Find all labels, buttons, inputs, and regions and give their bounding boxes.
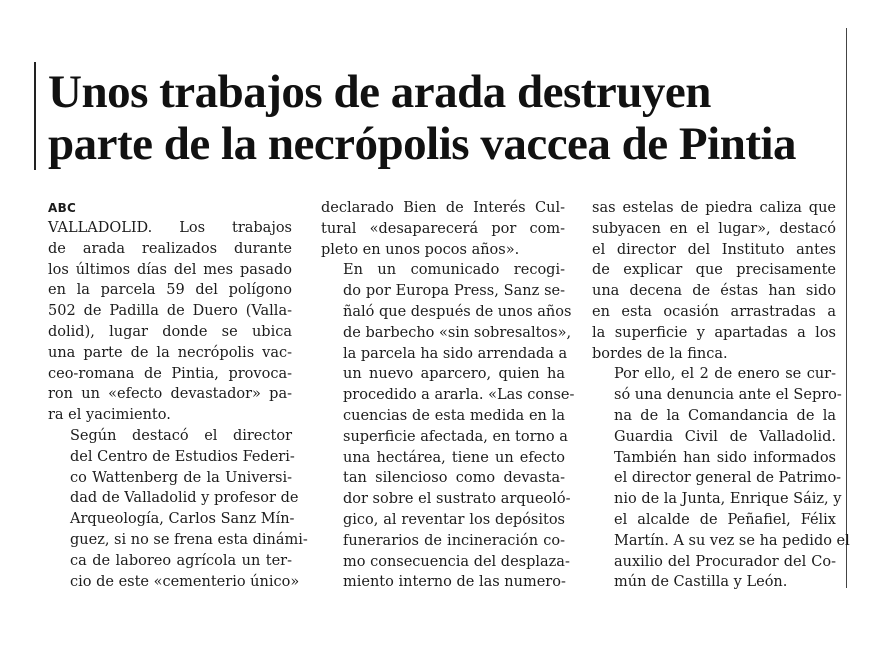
text-line: Arqueología, Carlos Sanz Mín- [70,511,295,528]
text-line: una hectárea, tiene un efecto [343,449,565,466]
text-line: VALLADOLID. Los trabajos [48,220,292,236]
text-line: En un comunicado recogi- [343,262,565,279]
text-line: de arada realizados durante [48,240,292,257]
text-line: dor sobre el sustrato arqueoló- [343,491,571,508]
text-line: ron un «efecto devastador» pa- [48,386,292,403]
article-paragraph [48,426,308,592]
text-line: de explicar que precisamente [592,262,836,279]
article-paragraph [321,198,565,260]
article-column-1 [48,198,308,592]
text-line: superficie afectada, en torno a [343,428,568,445]
text-line: ceo-romana de Pintia, provoca- [48,365,292,382]
text-line: dolid), lugar donde se ubica [48,323,292,340]
text-line: mo consecuencia del desplaza- [343,553,570,570]
text-line: la superficie y apartadas a los [592,324,836,341]
text-line: en esta ocasión arrastradas a [592,303,836,320]
text-line: cuencias de esta medida en la [343,407,565,424]
text-line: cio de este «cementerio único» [70,573,300,590]
text-line: miento interno de las numero- [343,574,566,591]
text-line: guez, si no se frena esta dinámi- [70,531,308,548]
text-line: gico, al reventar los depósitos [343,511,565,528]
text-line: del Centro de Estudios Federi- [70,448,295,465]
text-line: ra el yacimiento. [48,407,171,424]
text-line: funerarios de incineración co- [343,532,565,549]
article-paragraph [321,260,575,593]
text-line: tan silencioso como devasta- [343,470,565,487]
text-line: tural «desaparecerá por com- [321,220,565,237]
text-line: También han sido informados [614,449,836,466]
text-line: subyacen en el lugar», destacó [592,220,836,237]
text-line: Guardia Civil de Valladolid. [614,428,836,445]
text-line: la parcela ha sido arrendada a [343,345,568,362]
text-line: de barbecho «sin sobresaltos», [343,324,572,341]
text-line: bordes de la finca. [592,345,728,362]
article-paragraph [592,364,850,593]
headline-line: parte de la necrópolis vaccea de Pintia [48,118,797,170]
text-line: Según destacó el director [70,427,292,444]
text-line: sas estelas de piedra caliza que [592,200,836,216]
text-line: en la parcela 59 del polígono [48,282,292,299]
source-signature: ABC [48,201,77,215]
text-line: declarado Bien de Interés Cul- [321,200,565,216]
text-line: Martín. A su vez se ha pedido el [614,532,850,549]
headline-frame-rule [34,62,36,170]
text-line: Por ello, el 2 de enero se cur- [614,366,836,383]
text-line: una decena de éstas han sido [592,283,836,300]
headline-line: Unos trabajos de arada destruyen [48,66,711,118]
text-line: 502 de Padilla de Duero (Valla- [48,303,292,320]
text-line: una parte de la necrópolis vac- [48,344,292,361]
text-line: dad de Valladolid y profesor de [70,490,299,507]
text-line: co Wattenberg de la Universi- [70,469,292,486]
article-column-2 [321,198,575,593]
text-line: nio de la Junta, Enrique Sáiz, y [614,491,842,508]
text-line: só una denuncia ante el Sepro- [614,387,842,404]
text-line: pleto en unos pocos años». [321,241,520,258]
text-line: un nuevo aparcero, quien ha [343,366,565,383]
article-paragraph [592,198,836,364]
text-line: el alcalde de Peñafiel, Félix [614,511,836,528]
article-column-3 [592,198,850,593]
text-line: auxilio del Procurador del Co- [614,553,836,570]
text-line: ca de laboreo agrícola un ter- [70,552,292,569]
text-line: mún de Castilla y León. [614,574,788,591]
text-line: el director del Instituto antes [592,241,836,258]
text-line: ñaló que después de unos años [343,303,572,320]
text-line: los últimos días del mes pasado [48,261,292,278]
text-line: na de la Comandancia de la [614,407,836,424]
article-paragraph [48,218,292,426]
text-line: el director general de Patrimo- [614,470,842,487]
text-line: do por Europa Press, Sanz se- [343,283,565,300]
headline [48,66,848,170]
text-line: procedido a ararla. «Las conse- [343,387,575,404]
